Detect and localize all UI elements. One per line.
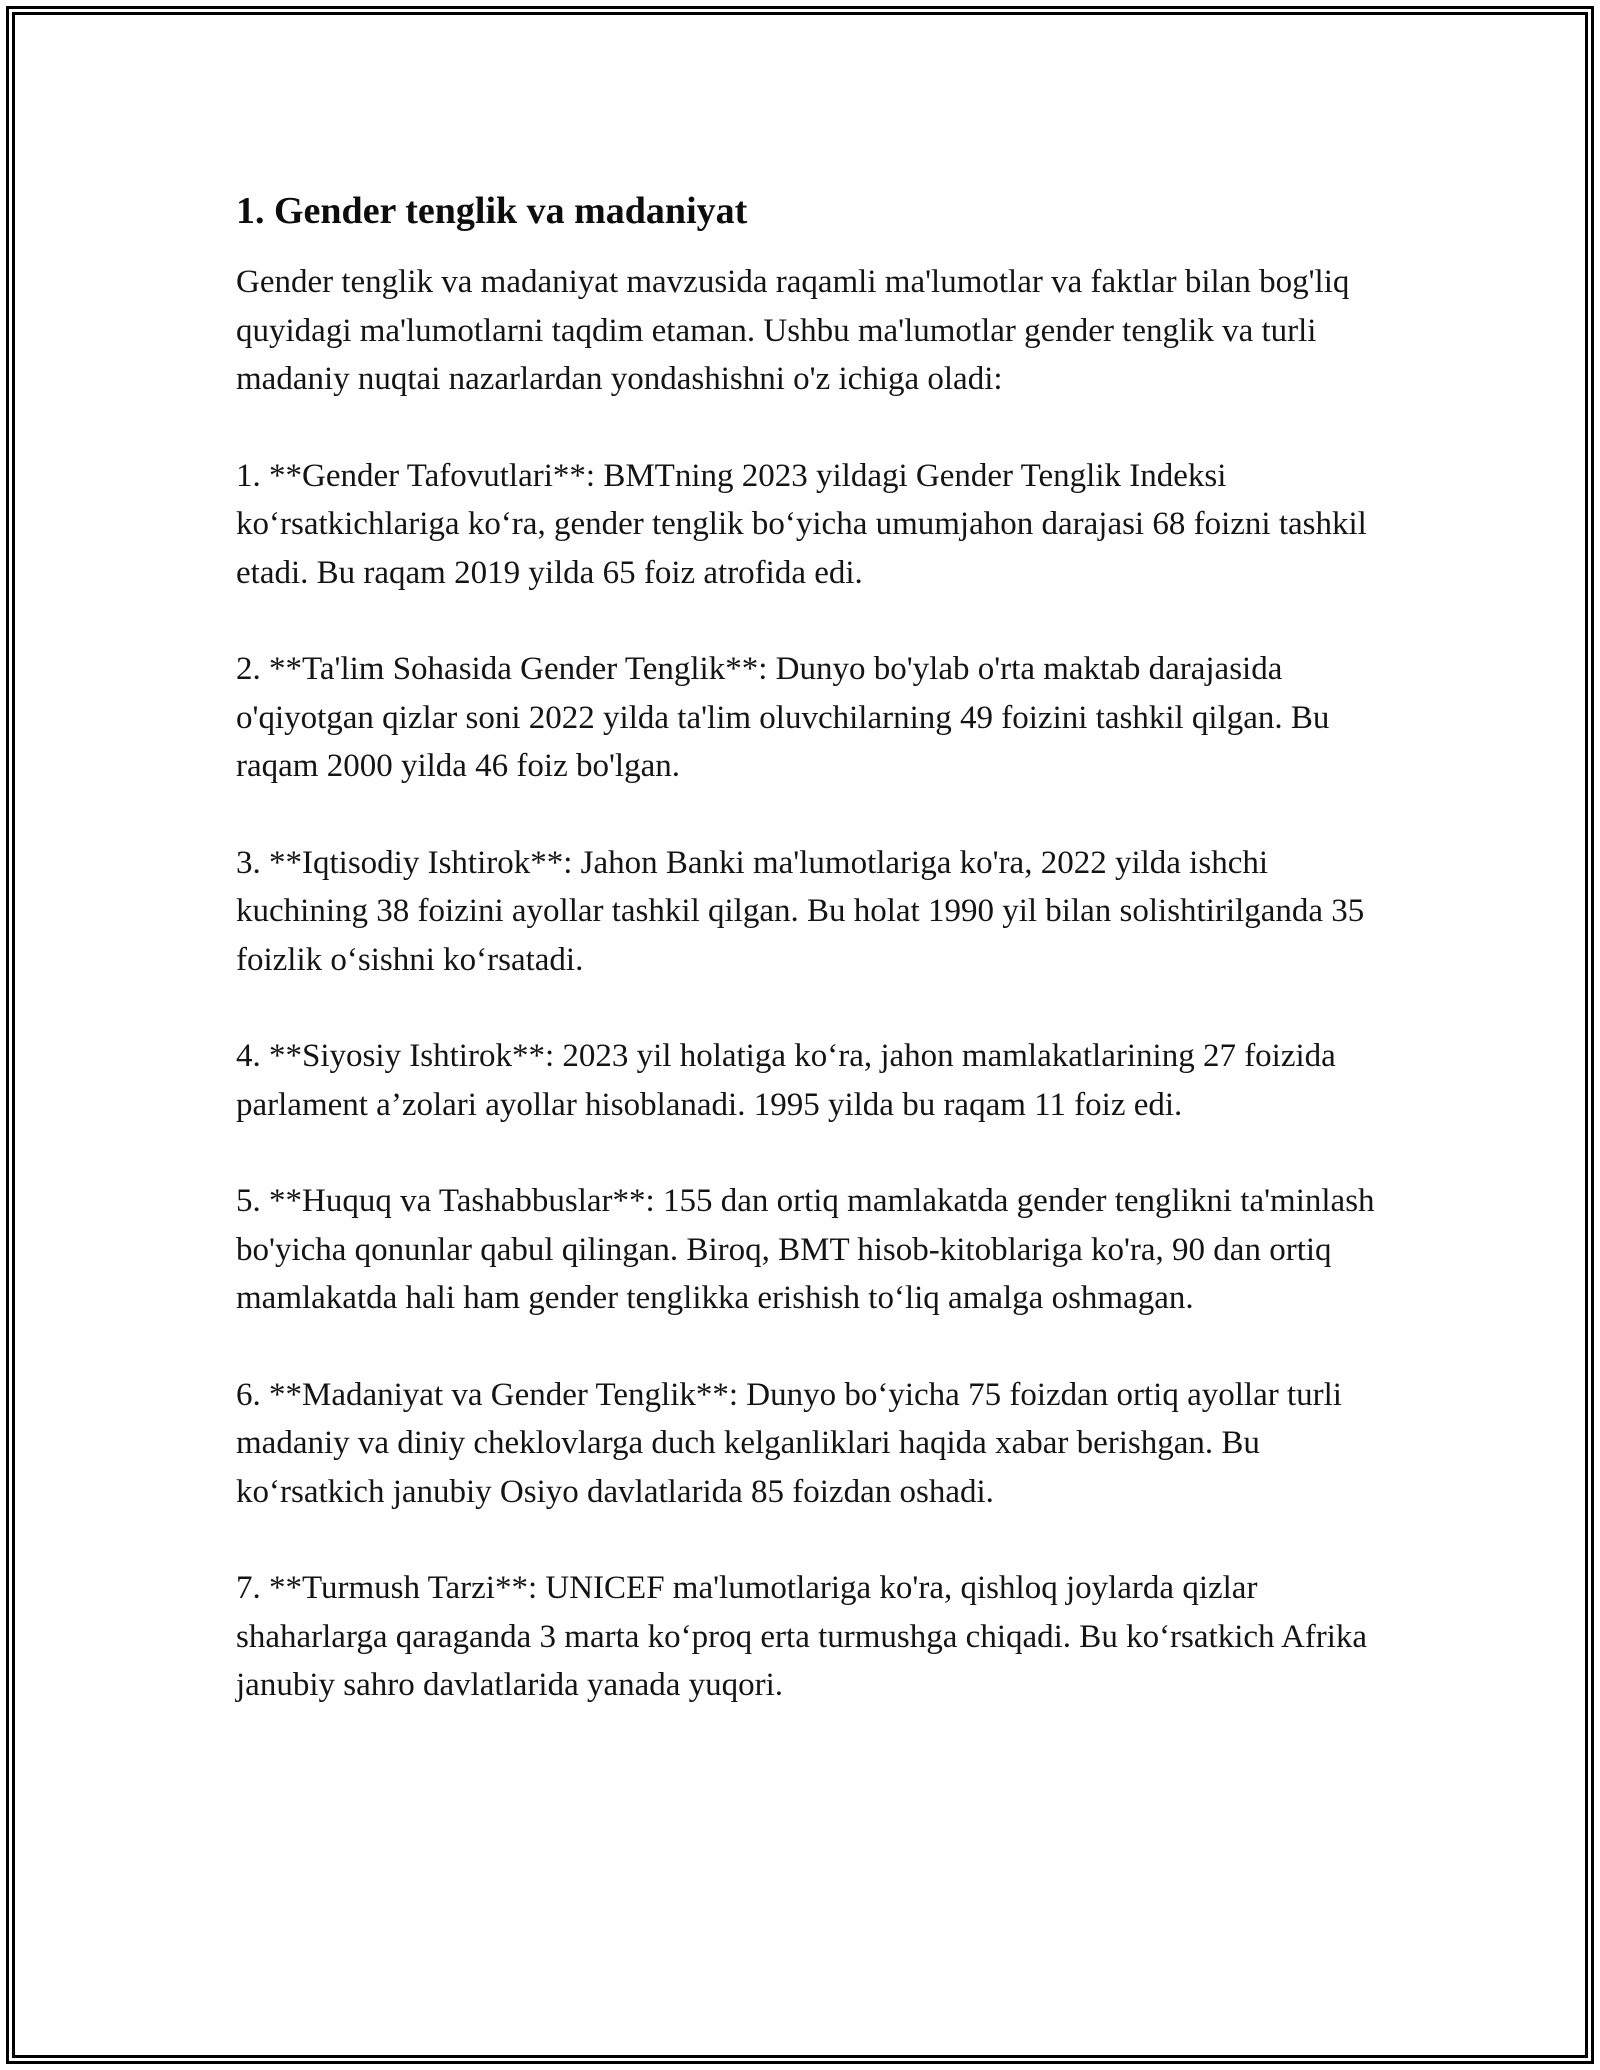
document-body: [236, 186, 1376, 1758]
list-item-lifestyle: 7. **Turmush Tarzi**: UNICEF ma'lumotlariga ko'ra, qishloq joylarda qizlar shaharlarga qaraganda 3 marta ko‘proq erta turmushga chiqadi. Bu ko‘rsatkich Afrika janubiy sahro davlatlarida yanada yuqori.: [236, 1570, 1368, 1703]
list-item-rights-initiatives: 5. **Huquq va Tashabbuslar**: 155 dan ortiq mamlakatda gender tenglikni ta'minlash bo'yicha qonunlar qabul qilingan. Biroq, BMT hisob-kitoblariga ko'ra, 90 dan ortiq mamlakatda hali ham gender tenglikka erishish to‘liq amalga oshmagan.: [236, 1183, 1375, 1316]
list-item-economic-participation: 3. **Iqtisodiy Ishtirok**: Jahon Banki ma'lumotlariga ko'ra, 2022 yilda ishchi kuchining 38 foizini ayollar tashkil qilgan. Bu holat 1990 yil bilan solishtirilganda 35 foizlik o‘sishni ko‘rsatadi.: [236, 844, 1365, 978]
list-item-education-equality: 2. **Ta'lim Sohasida Gender Tenglik**: Dunyo bo'ylab o'rta maktab darajasida o'qiyotgan qizlar soni 2022 yilda ta'lim oluvchilarning 49 foizini tashkil qilgan. Bu raqam 2000 yilda 46 foiz bo'lgan.: [236, 651, 1330, 784]
document-title: 1. Gender tenglik va madaniyat: [236, 190, 748, 232]
list-item-political-participation: 4. **Siyosiy Ishtirok**: 2023 yil holatiga ko‘ra, jahon mamlakatlarining 27 foizida parlament a’zolari ayollar hisoblanadi. 1995 yilda bu raqam 11 foiz edi.: [236, 1038, 1336, 1123]
list-item-culture-gender: 6. **Madaniyat va Gender Tenglik**: Dunyo bo‘yicha 75 foizdan ortiq ayollar turli madaniy va diniy cheklovlarga duch kelganliklari haqida xabar berishgan. Bu ko‘rsatkich janubiy Osiyo davlatlarida 85 foizdan oshadi.: [236, 1376, 1342, 1510]
intro-paragraph: Gender tenglik va madaniyat mavzusida raqamli ma'lumotlar va faktlar bilan bog'liq quyidagi ma'lumotlarni taqdim etaman. Ushbu ma'lumotlar gender tenglik va turli madaniy nuqtai nazarlardan yondashishni o'z ichiga oladi:: [236, 264, 1350, 397]
list-item-gender-gaps: 1. **Gender Tafovutlari**: BMTning 2023 yildagi Gender Tenglik Indeksi ko‘rsatkichlariga ko‘ra, gender tenglik bo‘yicha umumjahon darajasi 68 foizni tashkil etadi. Bu raqam 2019 yilda 65 foiz atrofida edi.: [236, 457, 1367, 591]
